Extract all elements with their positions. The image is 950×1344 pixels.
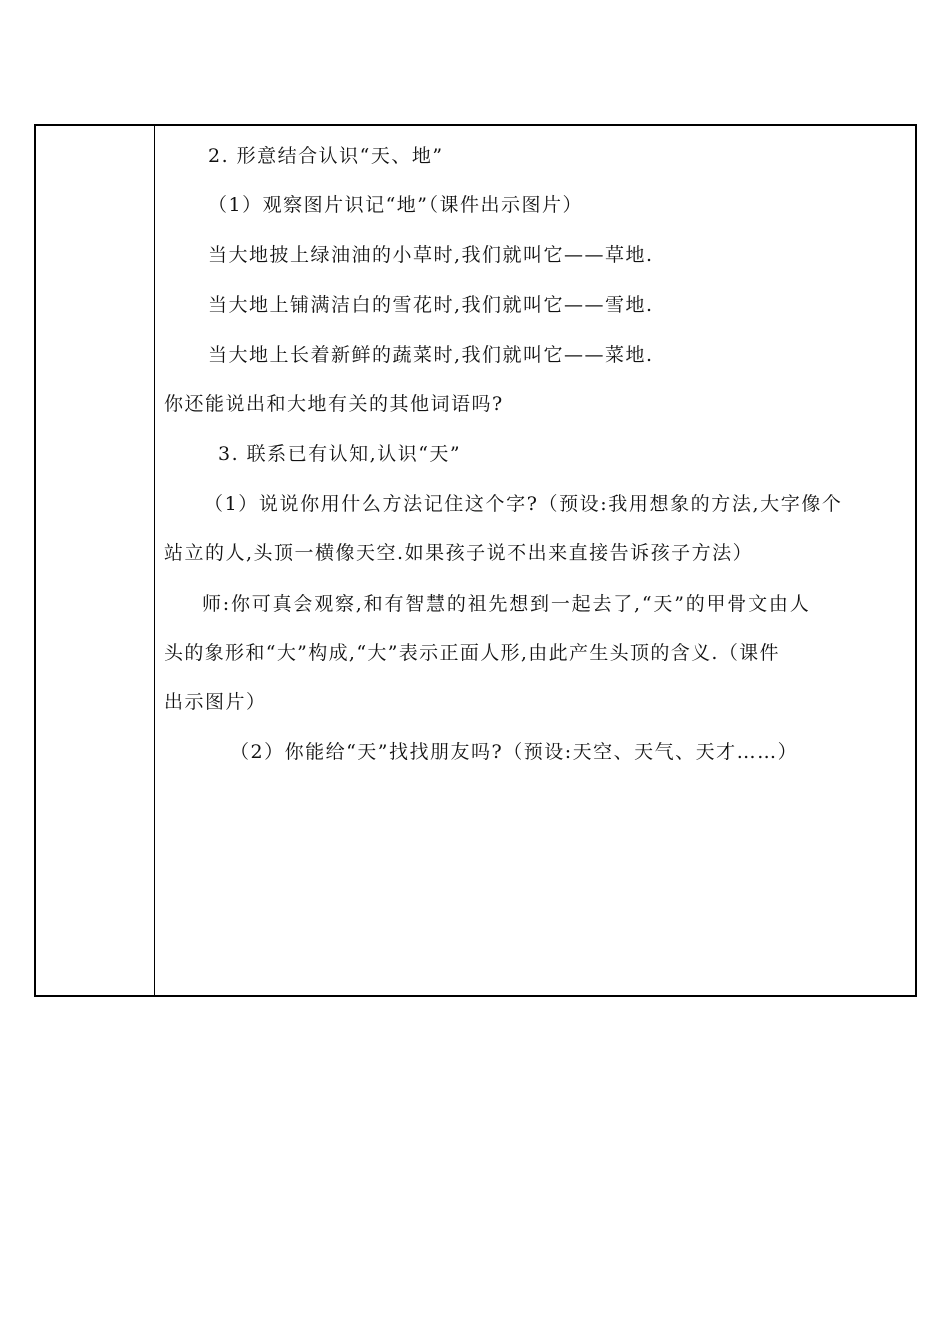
sub-item-method: （1）说说你用什么方法记住这个字?（预设:我用想象的方法,大字像个 (204, 493, 843, 515)
sub-item-friends: （2）你能给“天”找找朋友吗?（预设:天空、天气、天才……） (230, 741, 799, 763)
text-line-teacher-end: 出示图片） (164, 691, 267, 713)
text-line-teacher-cont: 头的象形和“大”构成,“大”表示正面人形,由此产生头顶的含义.（课件 (164, 642, 780, 664)
text-line-question: 你还能说出和大地有关的其他词语吗? (164, 393, 504, 415)
text-line-teacher: 师:你可真会观察,和有智慧的祖先想到一起去了,“天”的甲骨文由人 (202, 593, 811, 615)
content-cell (155, 126, 915, 995)
heading-step-2: 2. 形意结合认识“天、地” (208, 145, 444, 167)
lesson-table (34, 124, 917, 997)
sub-item-observe-di: （1）观察图片识记“地”（课件出示图片） (208, 194, 584, 216)
text-line-vegetable: 当大地上长着新鲜的蔬菜时,我们就叫它——菜地. (208, 344, 654, 366)
text-line-grass: 当大地披上绿油油的小草时,我们就叫它——草地. (208, 244, 654, 266)
left-column-cell (36, 126, 155, 995)
heading-step-3: 3. 联系已有认知,认识“天” (218, 443, 462, 465)
text-line-method-cont: 站立的人,头顶一横像天空.如果孩子说不出来直接告诉孩子方法） (164, 542, 754, 564)
text-line-snow: 当大地上铺满洁白的雪花时,我们就叫它——雪地. (208, 294, 654, 316)
